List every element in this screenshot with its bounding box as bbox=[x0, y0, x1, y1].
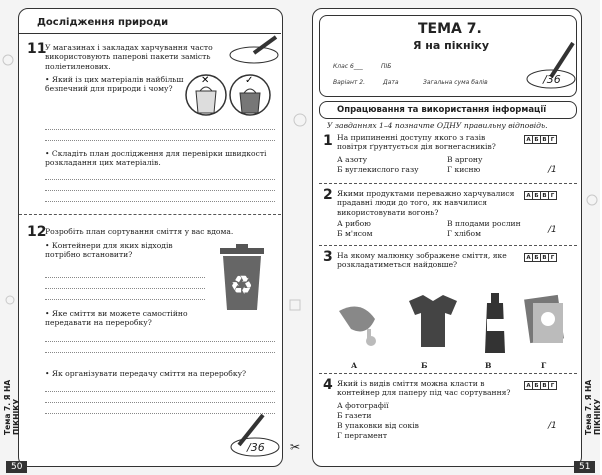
option-g[interactable]: Г bbox=[548, 381, 557, 390]
answer-options bbox=[337, 155, 527, 174]
question-text: Якими продуктами переважно харчувалися прадавні люди до того, як навчилися використовувати вогонь? bbox=[337, 189, 515, 217]
class-label: Клас 6___ bbox=[333, 63, 363, 70]
answer-grid[interactable] bbox=[525, 381, 557, 390]
question-text: Який із видів сміття можна класти в контейнер для паперу під час сортування? bbox=[337, 379, 511, 398]
option-b[interactable]: Б bbox=[532, 253, 541, 262]
name-label: ПІБ bbox=[381, 63, 392, 70]
topic-subtitle: Я на пікніку bbox=[413, 39, 489, 52]
side-tab: Тема 7. Я НА ПІКНІКУ bbox=[3, 379, 21, 435]
instruction: У завданнях 1–4 позначте ОДНУ правильну відповідь. bbox=[327, 121, 548, 130]
date-label: Дата bbox=[383, 79, 399, 86]
answer-option: А рибою bbox=[337, 219, 371, 228]
option-g[interactable]: Г bbox=[548, 191, 557, 200]
answer-option: Б вуглекислого газу bbox=[337, 164, 419, 174]
question-number: 4 bbox=[323, 377, 333, 393]
right-page bbox=[312, 8, 582, 467]
left-page bbox=[18, 8, 283, 467]
total-label: Загальна сума балів bbox=[423, 79, 488, 86]
question-text: На припиненні доступу якого з газів повітря ґрунтується дія вогнегасників? bbox=[337, 133, 496, 152]
question-number: 3 bbox=[323, 249, 333, 265]
question-text: На якому малюнку зображене сміття, яке розкладатиметься найдовше? bbox=[337, 251, 507, 270]
answer-option: В плодами рослин bbox=[447, 219, 521, 228]
total-score: /36 bbox=[543, 73, 561, 86]
option-a[interactable]: А bbox=[524, 191, 533, 200]
option-v[interactable]: В bbox=[540, 253, 549, 262]
bags-illustration bbox=[184, 69, 274, 123]
answer-grid[interactable] bbox=[525, 191, 557, 200]
svg-text:♻: ♻ bbox=[230, 271, 254, 301]
option-g[interactable]: Г bbox=[548, 253, 557, 262]
score: /36 bbox=[247, 441, 265, 454]
question-intro: Розробіть план сортування сміття у вас вдома. bbox=[45, 227, 234, 236]
answer-lines bbox=[45, 169, 275, 202]
question-number: 2 bbox=[323, 187, 333, 203]
option-b[interactable]: Б bbox=[532, 191, 541, 200]
divider bbox=[319, 183, 577, 184]
page-number: 51 bbox=[574, 461, 595, 473]
answer-option: А фотографії bbox=[337, 401, 389, 410]
topic-title: ТЕМА 7. bbox=[418, 21, 482, 37]
answer-option: Б газети bbox=[337, 411, 372, 420]
answer-lines bbox=[45, 267, 205, 300]
photos-icon bbox=[524, 295, 564, 343]
option-g[interactable]: Г bbox=[548, 135, 557, 144]
question-bullet: • Яке сміття ви можете самостійно передавати на переробку? bbox=[45, 309, 188, 328]
option-b[interactable]: Б bbox=[532, 381, 541, 390]
divider bbox=[319, 245, 577, 246]
answer-grid[interactable] bbox=[525, 253, 557, 262]
divider bbox=[19, 214, 281, 215]
bottle-icon bbox=[485, 293, 505, 353]
recycle-bin-icon bbox=[214, 244, 270, 314]
side-tab: Тема 7. Я НА ПІКНІКУ bbox=[584, 379, 602, 435]
page-number: 50 bbox=[6, 461, 27, 473]
question-intro: У магазинах і закладах харчування часто використовують паперові пакети замість поліетиленових. bbox=[45, 43, 213, 71]
pencil-icon bbox=[523, 37, 581, 95]
pencil-icon bbox=[224, 33, 284, 67]
answer-lines bbox=[45, 331, 275, 353]
trash-images bbox=[331, 289, 571, 359]
question-number: 12 bbox=[27, 224, 47, 240]
option-v[interactable]: В bbox=[540, 381, 549, 390]
score: /1 bbox=[548, 225, 557, 235]
image-label: А bbox=[351, 361, 358, 370]
answer-lines bbox=[45, 119, 275, 141]
answer-option: В упаковки від соків bbox=[337, 421, 419, 430]
option-v[interactable]: В bbox=[540, 135, 549, 144]
answer-option: Г пергамент bbox=[337, 431, 388, 440]
image-label: Б bbox=[421, 361, 428, 370]
question-bullet: • Як організувати передачу сміття на переробку? bbox=[45, 369, 247, 378]
chicken-bone-icon bbox=[339, 307, 376, 347]
answer-option: А азоту bbox=[337, 155, 368, 164]
image-label: Г bbox=[541, 361, 547, 370]
answer-option: Б м'ясом bbox=[337, 228, 373, 238]
question-bullet: • Контейнери для яких відходів потрібно встановити? bbox=[45, 241, 173, 260]
question-bullet: • Складіть план дослідження для перевірки швидкості розкладання цих матеріалів. bbox=[45, 149, 267, 168]
answer-option: Г кисню bbox=[447, 164, 481, 174]
answer-grid[interactable] bbox=[525, 135, 557, 144]
answer-option: Г хлібом bbox=[447, 228, 482, 238]
scissors-icon: ✂ bbox=[290, 440, 301, 454]
svg-text:✓: ✓ bbox=[245, 75, 254, 86]
option-a[interactable]: А bbox=[524, 253, 533, 262]
score: /1 bbox=[548, 421, 557, 431]
image-label: В bbox=[485, 361, 492, 370]
option-a[interactable]: А bbox=[524, 135, 533, 144]
question-number: 1 bbox=[323, 133, 333, 149]
score: /1 bbox=[548, 165, 557, 175]
option-b[interactable]: Б bbox=[532, 135, 541, 144]
pencil-icon bbox=[219, 409, 284, 463]
section-title: Опрацювання та використання інформації bbox=[337, 105, 547, 115]
divider bbox=[319, 373, 577, 374]
option-a[interactable]: А bbox=[524, 381, 533, 390]
tshirt-icon bbox=[409, 295, 457, 347]
option-v[interactable]: В bbox=[540, 191, 549, 200]
question-number: 11 bbox=[27, 41, 47, 57]
answer-options bbox=[337, 219, 527, 238]
svg-text:✕: ✕ bbox=[201, 75, 210, 86]
answer-option: В аргону bbox=[447, 155, 483, 164]
question-bullet: • Який із цих матеріалів найбільш безпечний для природи і чому? bbox=[45, 75, 184, 94]
variant-label: Варіант 2. bbox=[333, 79, 365, 86]
section-title: Дослідження природи bbox=[37, 17, 169, 28]
